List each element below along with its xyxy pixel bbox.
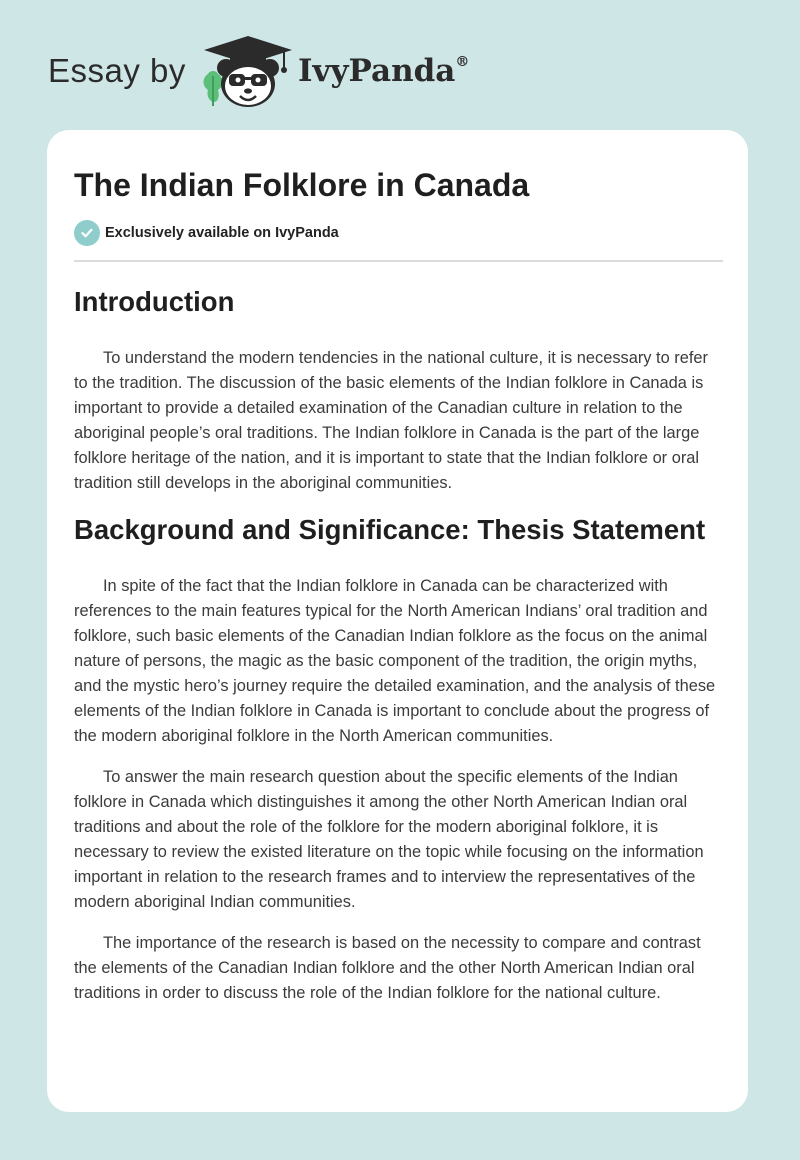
section-heading-background: Background and Significance: Thesis Statement: [74, 514, 706, 545]
brand-name: IvyPanda®: [298, 53, 470, 89]
exclusive-badge: [74, 220, 723, 246]
exclusive-badge-text: Exclusively available on IvyPanda: [105, 225, 339, 241]
paragraph: The importance of the research is based on the necessity to compare and contrast the elements of the Canadian Indian folklore and the other North American Indian oral traditions in order to discuss the role of the Indian folklore for the national culture.: [74, 934, 701, 1002]
section-heading-introduction: Introduction: [74, 286, 235, 317]
page-title: The Indian Folklore in Canada: [74, 167, 530, 203]
divider: [74, 260, 723, 262]
brand-header: [48, 34, 508, 114]
check-circle-icon: [74, 220, 100, 246]
paragraph: To understand the modern tendencies in the national culture, it is necessary to refer to the tradition. The discussion of the basic elements of the Indian folklore in Canada is important to provide a detailed examination of the Canadian culture in relation to the aboriginal people’s oral traditions. The Indian folklore in Canada is the part of the large folklore heritage of the nation, and it is important to state that the Indian folklore or oral tradition still develops in the aboriginal communities.: [74, 349, 708, 492]
essay-card: [47, 130, 748, 1112]
essay-by-label: Essay by: [48, 52, 186, 89]
paragraph: To answer the main research question about the specific elements of the Indian folklore in Canada which distinguishes it among the other North American Indian oral traditions and about the role of the folklore for the modern aboriginal folklore, it is necessary to review the existed literature on the topic while focusing on the information important in relation to the research frames and to interview the representatives of the modern aboriginal Indian communities.: [74, 768, 704, 911]
essay-content: [74, 130, 723, 1006]
panda-graduate-icon: [200, 34, 296, 110]
paragraph: In spite of the fact that the Indian folklore in Canada can be characterized with references to the main features typical for the North American Indians’ oral tradition and folklore, such basic elements of the Canadian Indian folklore as the focus on the animal nature of persons, the magic as the basic component of the tradition, the origin myths, and the mystic hero’s journey require the detailed examination, and the analysis of these elements of the Indian folklore in Canada is important to conclude about the progress of the modern aboriginal folklore in the North American communities.: [74, 577, 716, 745]
